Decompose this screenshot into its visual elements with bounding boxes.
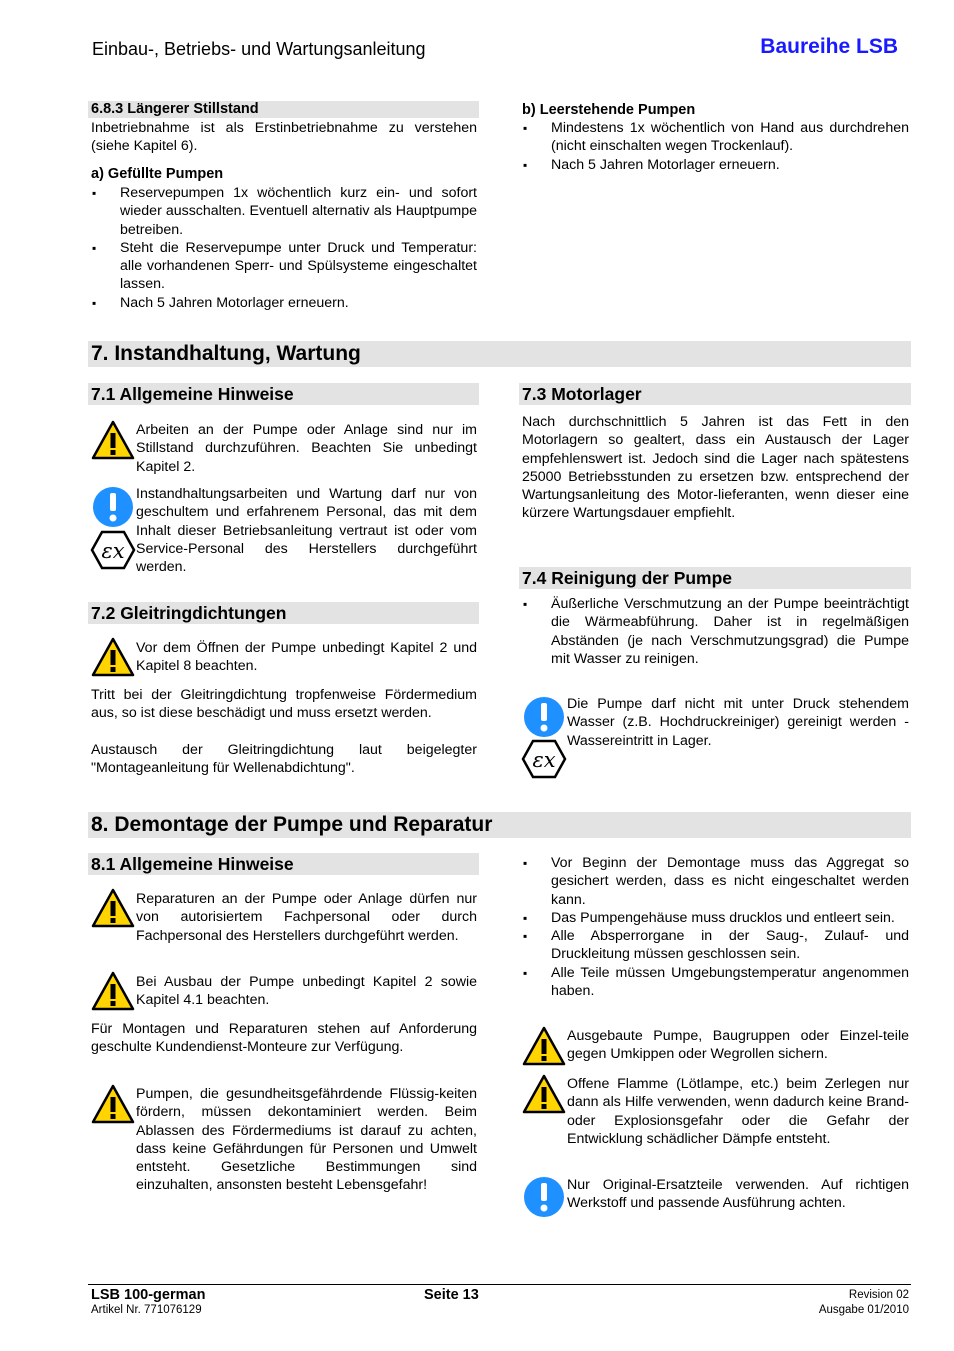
section-81-info-text: Nur Original-Ersatzteile verwenden. Auf richtigen Werkstoff und passende Ausführung achten. [567, 1177, 909, 1212]
warning-icon [91, 888, 135, 928]
footer-edition: Ausgabe 01/2010 [818, 1304, 909, 1316]
footer-article-number: Artikel Nr. 771076129 [91, 1304, 202, 1316]
chapter-7-title: 7. Instandhaltung, Wartung [88, 341, 911, 367]
section-72-paragraph: Austausch der Gleitringdichtung laut beigelegter "Montageanleitung für Wellenabdichtung". [91, 742, 477, 777]
ex-protection-icon [90, 530, 136, 570]
warning-icon [91, 637, 135, 677]
svg-text:εx: εx [101, 539, 125, 563]
list-item: ▪ Reservepumpen 1x wöchentlich kurz ein- und sofort wieder ausschalten. Eventuell alternativ als Hauptpumpe betreiben. [90, 184, 477, 239]
list-item: ▪ Vor Beginn der Demontage muss das Aggregat so gesichert werden, dass es nicht eingeschaltet werden kann. [521, 854, 909, 909]
chapter-8-title: 8. Demontage der Pumpe und Reparatur [88, 812, 911, 838]
section-81-warning-text: Pumpen, die gesundheitsgefährdende Flüssig-keiten fördern, müssen dekontaminiert werden. Beim Ablassen des Fördermediums ist darauf zu achten, dass keine Gefährdungen für Personen und Umwelt entsteht. Gesetzliche Bestimmungen sind einzuhalten, ansonsten besteht Lebensgefahr! [136, 1086, 477, 1194]
list-item: ▪ Mindestens 1x wöchentlich von Hand aus durchdrehen (nicht einschalten wegen Trockenlauf). [521, 119, 909, 156]
section-81-warning-text: Offene Flamme (Lötlampe, etc.) beim Zerlegen nur dann als Hilfe verwenden, wenn dadurch keine Brand- oder Explosionsgefahr oder die Gefahr der Entwicklung schädlicher Dämpfe entsteht. [567, 1076, 909, 1147]
footer-revision: Revision 02 [848, 1289, 909, 1301]
ex-protection-icon [521, 739, 567, 779]
section-71-info-text: Instandhaltungsarbeiten und Wartung darf nur von geschultem und erfahrenem Personal, das mit dem Inhalt dieser Betriebsanleitung vertraut ist oder vom Service-Personal des Herstellers durchgeführt werden. [136, 486, 477, 576]
footer-page-number: Seite 13 [424, 1287, 479, 1303]
warning-icon [91, 971, 135, 1011]
list-item: ▪ Das Pumpengehäuse muss drucklos und entleert sein. [521, 909, 909, 927]
warning-icon [522, 1026, 566, 1066]
section-72-paragraph: Tritt bei der Gleitringdichtung tropfenweise Fördermedium aus, so ist diese beschädigt und muss ersetzt werden. [91, 687, 477, 722]
footer-divider [88, 1284, 911, 1285]
section-71-warning-text: Arbeiten an der Pumpe oder Anlage sind nur im Stillstand durchzuführen. Beachten Sie unbedingt Kapitel 2. [136, 422, 477, 475]
section-73-title: 7.3 Motorlager [519, 383, 911, 405]
series-title: Baureihe LSB [760, 35, 898, 58]
section-683b-list [521, 119, 909, 174]
section-81-list [521, 854, 909, 1000]
section-81-paragraph: Für Montagen und Reparaturen stehen auf Anforderung geschulte Kundendienst-Monteure zur Verfügung. [91, 1021, 477, 1056]
warning-icon [91, 420, 135, 460]
section-73-paragraph: Nach durchschnittlich 5 Jahren ist das Fett in den Motorlagern so gealtert, dass ein Austausch der Lager empfehlenswert ist. Jedoch sind die Lager nach spätestens 25000 Betriebsstunden zu ersetzen bzw. entsprechend der Wartungsanleitung des Motor-lieferanten, wenn dieser eine kürzere Wartungsdauer empfiehlt. [522, 414, 909, 522]
section-81-title: 8.1 Allgemeine Hinweise [88, 853, 479, 875]
info-icon [523, 1176, 565, 1218]
info-icon [92, 486, 134, 528]
list-item: ▪ Äußerliche Verschmutzung an der Pumpe beeinträchtigt die Wärmeabführung. Daher ist in regelmäßigen Abständen (je nach Verschmutzungsgrad) die Pumpe mit Wasser zu reinigen. [521, 595, 909, 668]
warning-icon [91, 1084, 135, 1124]
section-683a-title: a) Gefüllte Pumpen [91, 166, 224, 182]
section-683-title: 6.8.3 Längerer Stillstand [88, 101, 479, 118]
section-683a-list [90, 184, 477, 312]
list-item: ▪ Alle Teile müssen Umgebungstemperatur angenommen haben. [521, 964, 909, 1001]
section-683b-title: b) Leerstehende Pumpen [522, 102, 696, 118]
list-item: ▪ Nach 5 Jahren Motorlager erneuern. [90, 294, 477, 312]
list-item: ▪ Steht die Reservepumpe unter Druck und Temperatur: alle vorhandenen Sperr- und Spülsysteme eingeschaltet lassen. [90, 239, 477, 294]
section-683-intro: Inbetriebnahme ist als Erstinbetriebnahme zu verstehen (siehe Kapitel 6). [91, 120, 477, 155]
warning-icon [522, 1074, 566, 1114]
section-81-warning-text: Ausgebaute Pumpe, Baugruppen oder Einzel-teile gegen Umkippen oder Wegrollen sichern. [567, 1028, 909, 1063]
section-71-title: 7.1 Allgemeine Hinweise [88, 383, 479, 405]
doc-header-title: Einbau-, Betriebs- und Wartungsanleitung [92, 39, 426, 59]
list-item: ▪ Nach 5 Jahren Motorlager erneuern. [521, 156, 909, 174]
section-72-title: 7.2 Gleitringdichtungen [88, 602, 479, 624]
section-72-warning-text: Vor dem Öffnen der Pumpe unbedingt Kapitel 2 und Kapitel 8 beachten. [136, 640, 477, 675]
section-74-info-text: Die Pumpe darf nicht mit unter Druck stehendem Wasser (z.B. Hochdruckreiniger) gereinigt werden - Wassereintritt in Lager. [567, 696, 909, 749]
footer-doc-id: LSB 100-german [91, 1287, 206, 1303]
section-74-title: 7.4 Reinigung der Pumpe [519, 567, 911, 589]
section-81-warning-text: Reparaturen an der Pumpe oder Anlage dürfen nur von autorisiertem Fachpersonal oder durch Fachpersonal des Herstellers durchgeführt werden. [136, 891, 477, 944]
section-74-list [521, 595, 909, 668]
info-icon [523, 696, 565, 738]
list-item: ▪ Alle Absperrorgane in der Saug-, Zulauf- und Druckleitung müssen geschlossen sein. [521, 927, 909, 964]
svg-text:εx: εx [532, 748, 556, 772]
section-81-warning-text: Bei Ausbau der Pumpe unbedingt Kapitel 2 sowie Kapitel 4.1 beachten. [136, 974, 477, 1009]
